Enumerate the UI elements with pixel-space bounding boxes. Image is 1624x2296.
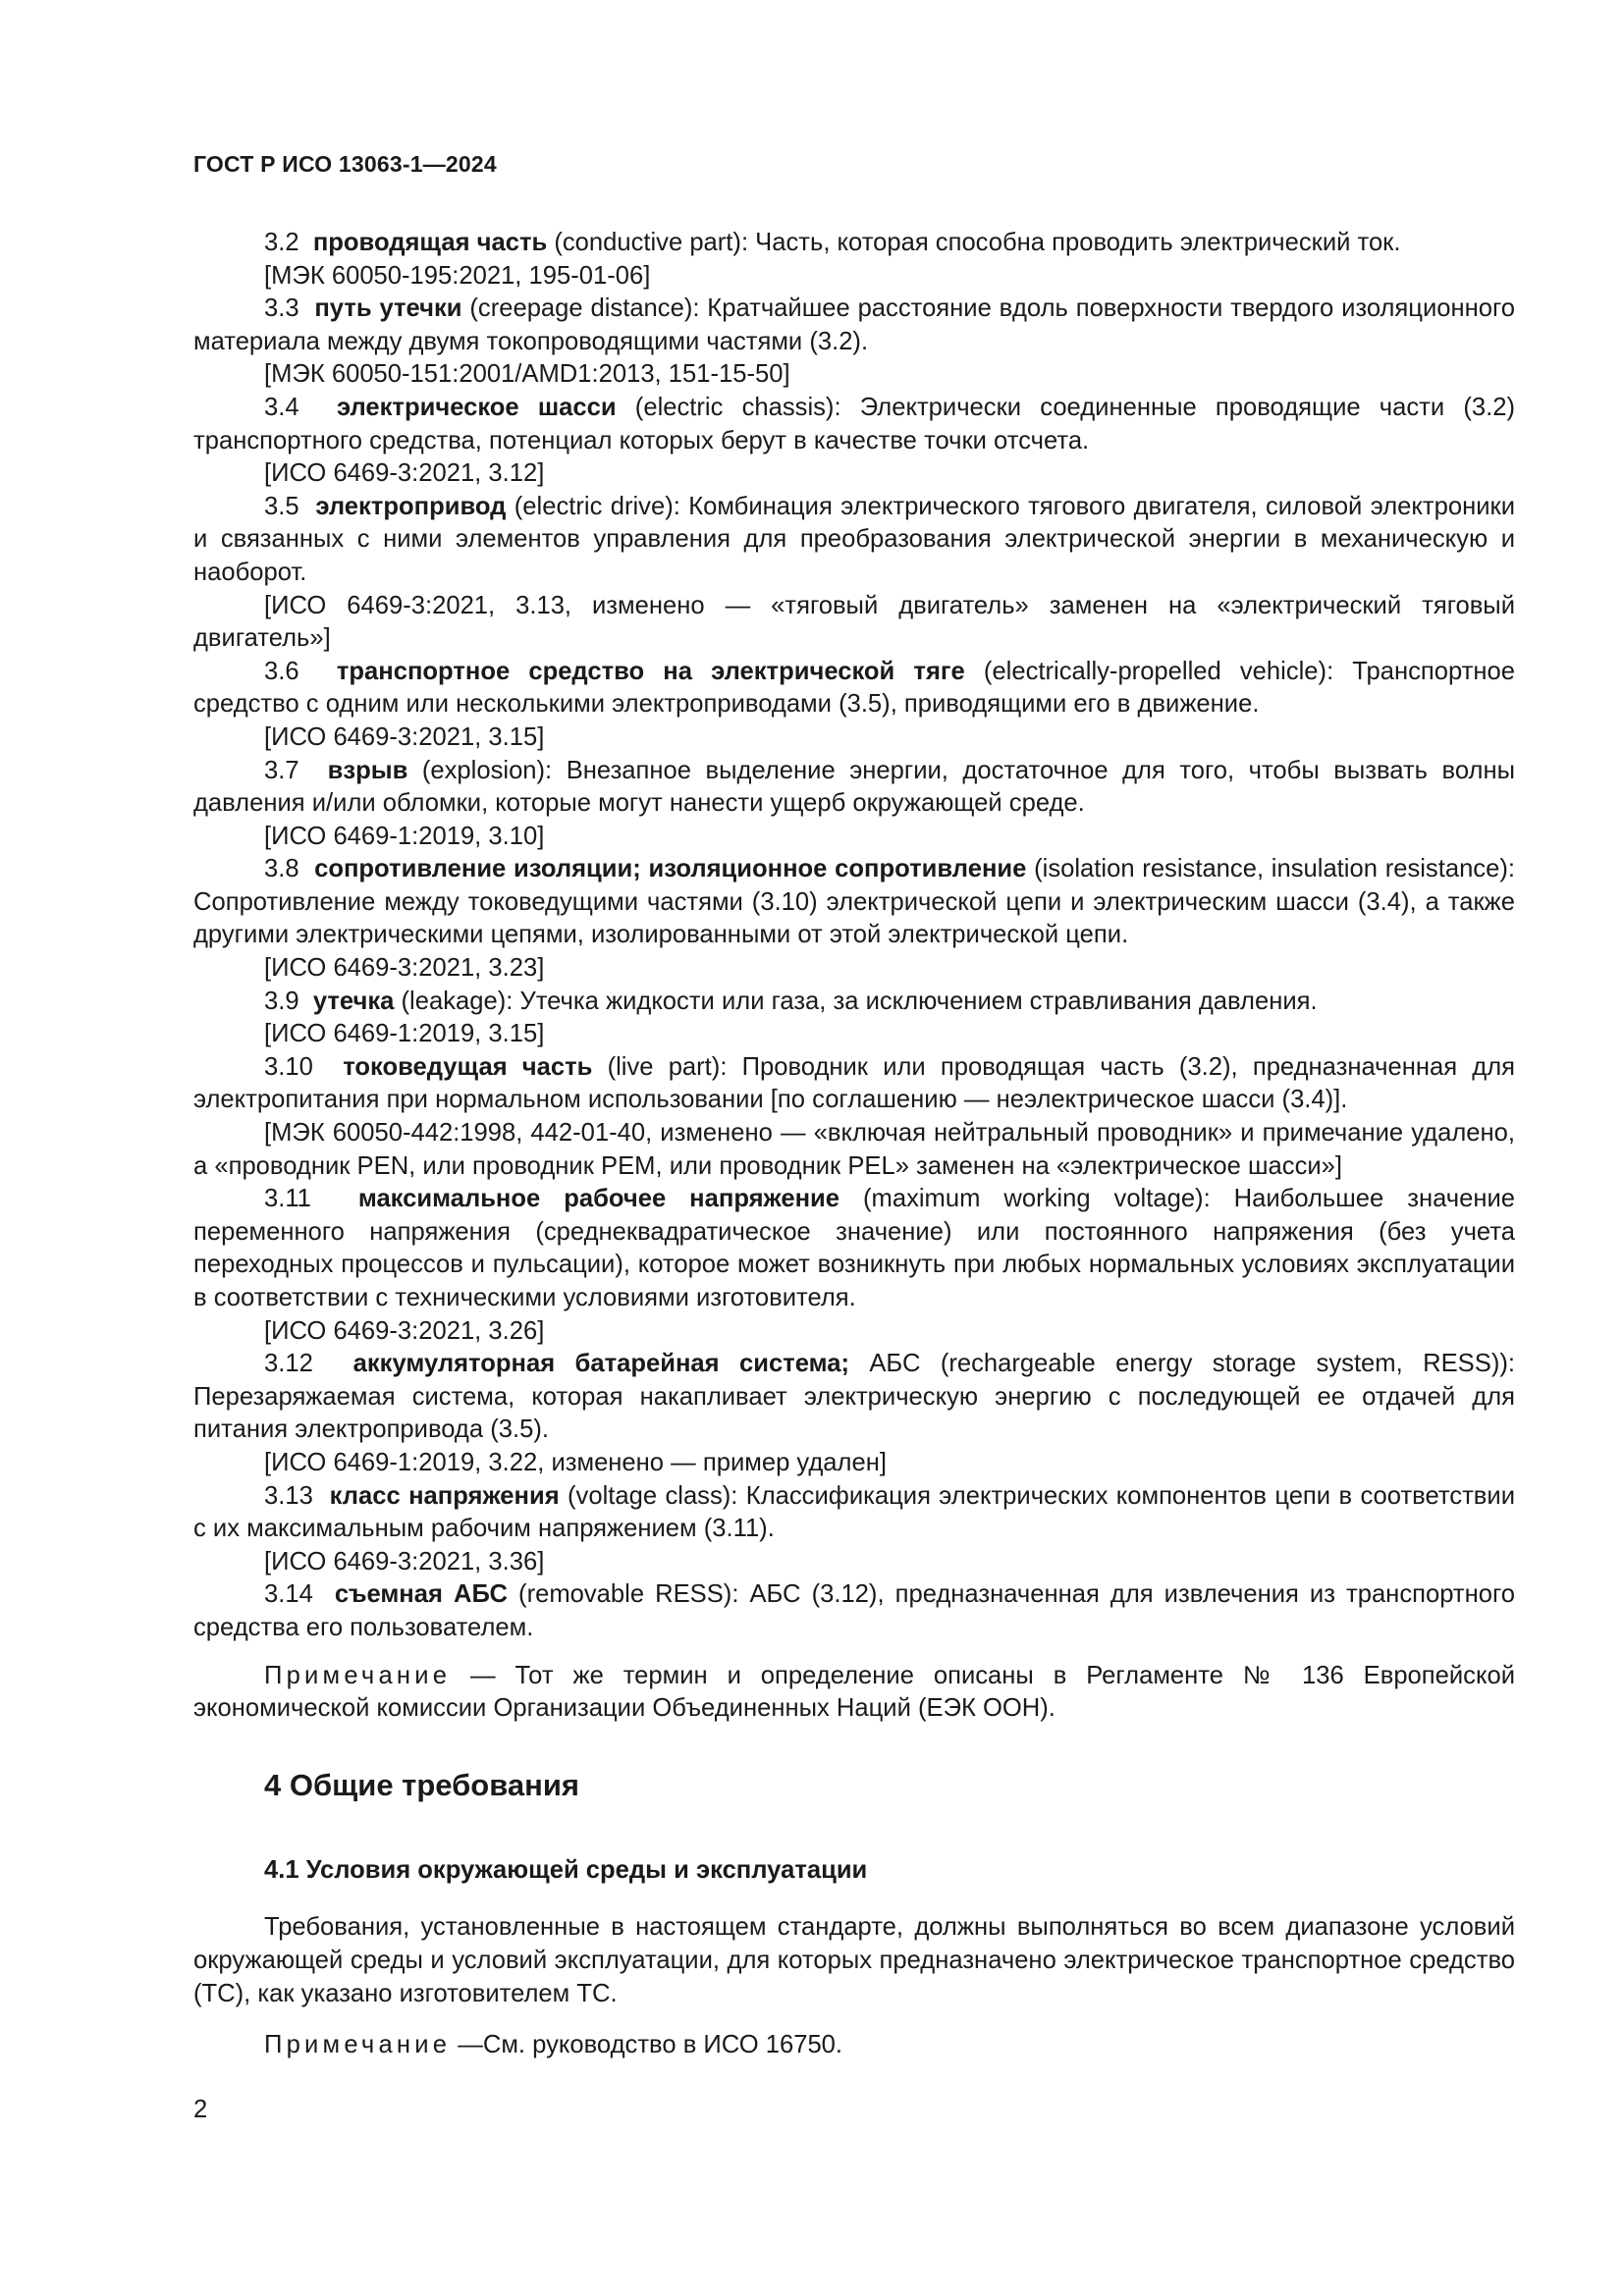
term-name: сопротивление изоляции; изоляционное сопротивление: [314, 855, 1027, 883]
section-4-title: 4 Общие требования: [264, 1767, 579, 1802]
term-definition: (creepage distance): Кратчайшее расстояние вдоль поверхности твердого изоляционного материала между двумя токопроводящими частями (3.2).: [193, 294, 1515, 355]
term-name: путь утечки: [314, 294, 462, 323]
term-name: утечка: [312, 987, 395, 1015]
term-entry-3-11: [193, 1183, 1515, 1314]
term-number: 3.12: [264, 1350, 313, 1378]
term-definition: (removable RESS): АБС (3.12), предназначенная для извлечения из транспортного средства его пользователем.: [193, 1580, 1515, 1641]
term-source-3-10: [МЭК 60050-442:1998, 442-01-40, изменено — «включая нейтральный проводник» и примечание удалено, а «проводник PEN, или проводник PEM, или проводник PEL» заменен на «электрическое шасси»]: [193, 1119, 1515, 1180]
term-name: проводящая часть: [312, 229, 548, 256]
term-definition: (maximum working voltage): Наибольшее значение переменного напряжения (среднеквадратическое значение) или постоянного напряжения (без учета переходных процессов и пульсации), которое может возникнуть при любых нормальных условиях эксплуатации в соответствии с техническими условиями изготовителя.: [193, 1185, 1515, 1311]
term-entry-3-4: [193, 392, 1515, 457]
subsection-4-1-title: 4.1 Условия окружающей среды и эксплуатации: [264, 1855, 868, 1884]
term-entry-3-8: [193, 853, 1515, 952]
term-definition: (isolation resistance, insulation resistance): Сопротивление между токоведущими частями (3.10) электрической цепи и электрическим шасси (3.4), а также другими электрическими цепями, изолированными от этой электрической цепи.: [193, 855, 1515, 949]
term-source-3-12: [ИСО 6469-1:2019, 3.22, изменено — пример удален]: [264, 1448, 887, 1476]
term-definition: (leakage): Утечка жидкости или газа, за исключением стравливания давления.: [394, 987, 1318, 1015]
term-number: 3.5: [264, 492, 299, 520]
term-definition: (electrically-propelled vehicle): Транспортное средство с одним или несколькими электроприводами (3.5), приводящими его в движение.: [193, 657, 1515, 719]
note-text: — Тот же термин и определение описаны в Регламенте № 136 Европейской экономической комиссии Организации Объединенных Наций (ЕЭК ООН).: [193, 1661, 1515, 1723]
term-number: 3.3: [264, 294, 299, 323]
term-name: электрическое шасси: [336, 393, 617, 421]
term-number: 3.14: [264, 1580, 313, 1609]
term-name: класс напряжения: [329, 1481, 560, 1510]
term-definition: (electric chassis): Электрически соединенные проводящие части (3.2) транспортного средства, потенциал которых берут в качестве точки отсчета.: [193, 393, 1515, 454]
term-definition: (explosion): Внезапное выделение энергии, достаточное для того, чтобы вызвать волны давления и/или обломки, которые могут нанести ущерб окружающей среде.: [193, 756, 1515, 818]
term-entry-3-10: [193, 1051, 1515, 1117]
term-definition: АБС (rechargeable energy storage system, RESS)): Перезаряжаемая система, которая накапливает электрическую энергию с последующей ее отдачей для питания электропривода (3.5).: [193, 1350, 1515, 1444]
term-source-3-8: [ИСО 6469-3:2021, 3.23]: [264, 954, 545, 983]
term-entry-3-5: [193, 491, 1515, 590]
section-4-1-paragraph: Требования, установленные в настоящем стандарте, должны выполняться во всем диапазоне условий окружающей среды и условий эксплуатации, для которых предназначено электрическое транспортное средство (ТС), как указано изготовителем ТС.: [193, 1913, 1515, 2007]
term-entry-3-9: [193, 986, 1515, 1019]
term-name: транспортное средство на электрической тяге: [336, 657, 965, 685]
term-source-3-11: [ИСО 6469-3:2021, 3.26]: [264, 1316, 545, 1345]
term-number: 3.9: [264, 987, 299, 1015]
note-4-1: [193, 2029, 1515, 2062]
term-entry-3-12: [193, 1348, 1515, 1447]
term-entry-3-6: [193, 656, 1515, 721]
term-source-3-6: [ИСО 6469-3:2021, 3.15]: [264, 722, 545, 751]
note-text: —См. руководство в ИСО 16750.: [451, 2031, 843, 2059]
term-source-3-2: [МЭК 60050-195:2021, 195-01-06]: [264, 261, 651, 290]
term-number: 3.6: [264, 657, 299, 685]
term-entry-3-3: [193, 293, 1515, 358]
term-source-3-9: [ИСО 6469-1:2019, 3.15]: [264, 1020, 545, 1048]
page-number: 2: [193, 2096, 208, 2123]
note-label: Примечание: [264, 2031, 452, 2059]
term-name: аккумуляторная батарейная система;: [352, 1350, 849, 1378]
term-entry-3-14: [193, 1578, 1515, 1644]
term-entry-3-7: [193, 755, 1515, 821]
term-definition: (conductive part): Часть, которая способна проводить электрический ток.: [547, 229, 1401, 256]
term-source-3-5: [ИСО 6469-3:2021, 3.13, изменено — «тяговый двигатель» заменен на «электрический тяговый двигатель»]: [193, 591, 1515, 653]
document-page: [193, 0, 1515, 2296]
term-name: электропривод: [315, 492, 507, 520]
term-name: максимальное рабочее напряжение: [357, 1185, 840, 1213]
term-name: взрыв: [327, 756, 408, 784]
document-body: [193, 227, 1515, 2062]
term-source-3-4: [ИСО 6469-3:2021, 3.12]: [264, 459, 545, 488]
term-number: 3.13: [264, 1481, 313, 1510]
term-entry-3-13: [193, 1480, 1515, 1546]
note-label: Примечание: [264, 1661, 452, 1689]
term-number: 3.7: [264, 756, 299, 784]
term-number: 3.4: [264, 393, 299, 421]
term-number: 3.2: [264, 229, 299, 256]
term-number: 3.10: [264, 1052, 313, 1081]
term-source-3-13: [ИСО 6469-3:2021, 3.36]: [264, 1547, 545, 1575]
term-entry-3-2: [193, 227, 1515, 260]
note-3-14: [193, 1660, 1515, 1726]
term-source-3-3: [МЭК 60050-151:2001/AMD1:2013, 151-15-50]: [264, 360, 790, 389]
term-number: 3.11: [264, 1185, 311, 1213]
term-definition: (voltage class): Классификация электрических компонентов цепи в соответствии с их максимальным рабочим напряжением (3.11).: [193, 1481, 1515, 1543]
term-name: съемная АБС: [334, 1580, 508, 1609]
term-name: токоведущая часть: [343, 1052, 593, 1081]
term-definition: (live part): Проводник или проводящая часть (3.2), предназначенная для электропитания при нормальном использовании [по соглашению — неэлектрическое шасси (3.4)].: [193, 1052, 1515, 1114]
term-number: 3.8: [264, 855, 299, 883]
term-definition: (electric drive): Комбинация электрического тягового двигателя, силовой электроники и связанных с ними элементов управления для преобразования электрической энергии в механическую и наоборот.: [193, 492, 1515, 586]
term-source-3-7: [ИСО 6469-1:2019, 3.10]: [264, 822, 545, 850]
document-header: ГОСТ Р ИСО 13063-1—2024: [193, 151, 497, 177]
